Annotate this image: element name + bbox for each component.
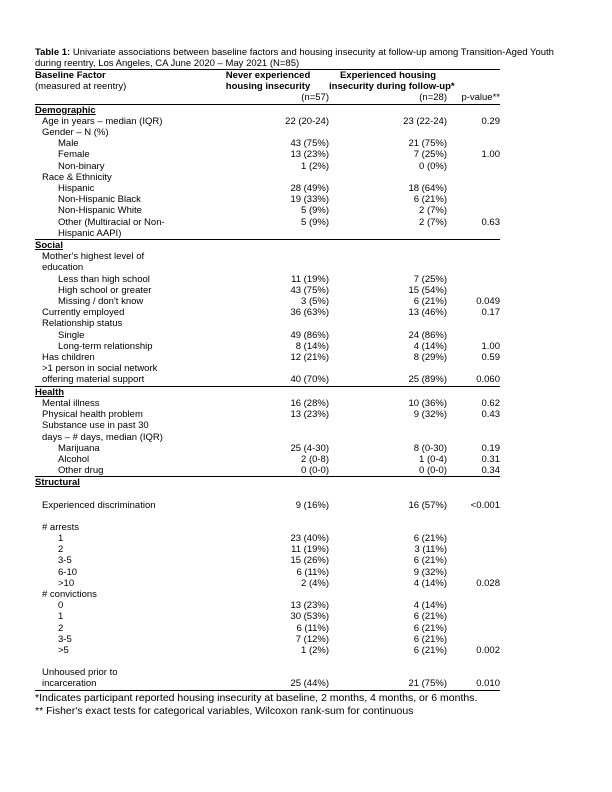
table-row [35, 285, 500, 296]
p-value [447, 567, 500, 578]
experienced-value: 7 (25%) [413, 149, 447, 161]
row-label: Marijuana [58, 442, 100, 454]
experienced-value: 0 (0%) [419, 160, 447, 172]
experienced-value: 6 (21%) [413, 633, 447, 645]
never-value [207, 420, 329, 431]
p-value [447, 127, 500, 138]
p-value [447, 251, 500, 262]
p-value: 0.002 [476, 644, 500, 656]
never-value: 43 (75%) [290, 284, 329, 296]
table-row [35, 432, 500, 443]
p-value [447, 533, 500, 544]
table-row [35, 374, 500, 386]
row-label: Alcohol [58, 453, 90, 465]
p-value: 0.62 [481, 397, 500, 409]
experienced-value: 9 (32%) [413, 566, 447, 578]
p-value [447, 205, 500, 216]
p-value: 0.43 [481, 409, 500, 421]
table-row [35, 217, 500, 228]
p-value [447, 172, 500, 183]
never-value: 0 (0-0) [207, 465, 329, 477]
table-row [35, 318, 500, 329]
p-value [447, 522, 500, 533]
table-header-row-2 [35, 81, 500, 92]
never-value: 28 (49%) [290, 183, 329, 195]
experienced-value: 10 (36%) [408, 397, 447, 409]
p-value [447, 138, 500, 149]
p-value [447, 228, 500, 240]
section-label: Health [35, 386, 65, 398]
row-label: education [42, 262, 84, 274]
p-value [447, 623, 500, 634]
table-row [35, 544, 500, 555]
experienced-value: 21 (75%) [408, 138, 447, 150]
experienced-value: 8 (0-30) [413, 442, 447, 454]
never-value [207, 522, 329, 533]
never-value: 2 (4%) [301, 577, 329, 589]
p-value [447, 285, 500, 296]
experienced-value [329, 363, 447, 374]
row-label: High school or greater [58, 284, 152, 296]
table-row [35, 251, 500, 262]
footnote-2: ** Fisher's exact tests for categorical variables, Wilcoxon rank-sum for continuous [35, 704, 414, 717]
experienced-value: 4 (14%) [413, 340, 447, 352]
header-empty [35, 92, 207, 104]
experienced-value: 9 (32%) [413, 409, 447, 421]
section-label: Social [35, 240, 63, 252]
never-value: 13 (23%) [290, 409, 329, 421]
table-row [35, 262, 500, 273]
table-row [35, 296, 500, 307]
p-value: 0.59 [481, 352, 500, 364]
p-value [447, 194, 500, 205]
experienced-value: 6 (21%) [413, 296, 447, 308]
never-value: 13 (23%) [290, 600, 329, 612]
row-label: 6-10 [58, 566, 78, 578]
experienced-value: 6 (21%) [413, 555, 447, 567]
experienced-value: 6 (21%) [413, 644, 447, 656]
table-row [35, 667, 500, 678]
p-value [447, 667, 500, 678]
experienced-value: 18 (64%) [408, 183, 447, 195]
row-label: Other drug [35, 465, 207, 477]
experienced-value [329, 251, 447, 262]
row-label: Mother's highest level of [42, 251, 145, 263]
never-value: 9 (16%) [295, 499, 329, 511]
p-value [447, 555, 500, 566]
p-value: 0.049 [476, 296, 500, 308]
table-header-row-1 [35, 70, 500, 82]
table-row [35, 330, 500, 341]
p-value [447, 634, 500, 645]
experienced-value [329, 589, 447, 600]
table-row [35, 127, 500, 138]
table-row [35, 183, 500, 194]
never-value: 43 (75%) [290, 138, 329, 150]
table-row [35, 363, 500, 374]
table-row [35, 205, 500, 216]
never-value: 3 (5%) [301, 296, 329, 308]
row-label: Physical health problem [42, 409, 143, 421]
never-value: 11 (19%) [291, 273, 329, 285]
experienced-value [329, 172, 447, 183]
never-value [207, 432, 329, 443]
table-row [35, 611, 500, 622]
p-value [447, 274, 500, 285]
table-row [35, 522, 500, 533]
p-value [447, 589, 500, 600]
never-value [207, 228, 329, 240]
never-value: 23 (40%) [290, 532, 329, 544]
never-value: 25 (44%) [207, 678, 329, 690]
table-row [35, 589, 500, 600]
table-row [35, 274, 500, 285]
experienced-value: 7 (25%) [413, 273, 447, 285]
row-label: Missing / don't know [58, 296, 144, 308]
p-value [447, 183, 500, 194]
row-label: 3-5 [58, 555, 72, 567]
table-row [35, 500, 500, 511]
table-caption-label: Table 1: [35, 47, 71, 58]
row-label: Male [58, 138, 79, 150]
p-value [447, 161, 500, 172]
never-value: 15 (26%) [290, 555, 329, 567]
row-label: 0 [58, 600, 64, 612]
row-label: Race & Ethnicity [42, 171, 112, 183]
never-value: 2 (0-8) [301, 453, 329, 465]
experienced-value [329, 228, 447, 240]
section-row [35, 386, 500, 398]
table-row [35, 398, 500, 409]
never-value [207, 667, 329, 678]
table-row [35, 645, 500, 656]
never-value: 11 (19%) [291, 544, 329, 556]
never-value: 8 (14%) [295, 340, 329, 352]
row-label: Non-binary [58, 160, 105, 172]
spacer-cell [35, 511, 500, 522]
experienced-value: 0 (0-0) [329, 465, 447, 477]
row-label: Gender – N (%) [42, 127, 109, 139]
never-value: 13 (23%) [290, 149, 329, 161]
row-label: Long-term relationship [58, 340, 153, 352]
table-row [35, 149, 500, 160]
table-row [35, 555, 500, 566]
never-value: 30 (53%) [290, 611, 329, 623]
row-label: incarceration [35, 678, 207, 690]
experienced-value: 6 (21%) [413, 532, 447, 544]
header-exp-line1: Experienced housing [329, 70, 447, 82]
experienced-value [329, 127, 447, 138]
experienced-value [329, 522, 447, 533]
p-value: 0.19 [481, 442, 500, 454]
p-value [447, 432, 500, 443]
experienced-value: 25 (89%) [329, 374, 447, 386]
never-value: 25 (4-30) [290, 442, 329, 454]
experienced-value [329, 432, 447, 443]
never-value: 19 (33%) [290, 194, 329, 206]
table-row [35, 678, 500, 690]
table-row [35, 634, 500, 645]
row-label: # convictions [42, 588, 97, 600]
never-value [207, 318, 329, 329]
footnotes [35, 692, 573, 718]
p-value: 1.00 [481, 340, 500, 352]
never-value: 16 (28%) [290, 397, 329, 409]
experienced-value: 21 (75%) [329, 678, 447, 690]
never-value [207, 262, 329, 273]
table-row [35, 161, 500, 172]
spacer-cell [35, 489, 500, 500]
experienced-value: 2 (7%) [419, 216, 447, 228]
table-row [35, 172, 500, 183]
row-label: >5 [58, 644, 69, 656]
p-value [447, 544, 500, 555]
experienced-value: 8 (29%) [413, 352, 447, 364]
section-label: Demographic [35, 104, 96, 116]
table-row [35, 228, 500, 240]
header-never-line1: Never experienced [207, 70, 329, 82]
table-row [35, 454, 500, 465]
experienced-value [329, 667, 447, 678]
p-value: 0.34 [447, 465, 500, 477]
row-label: Has children [42, 352, 95, 364]
experienced-value: 16 (57%) [408, 499, 447, 511]
p-value [447, 318, 500, 329]
row-label: Non-Hispanic Black [58, 194, 141, 206]
never-value [207, 363, 329, 374]
header-never-n: (n=57) [207, 92, 329, 104]
never-value: 40 (70%) [207, 374, 329, 386]
p-value: 1.00 [481, 149, 500, 161]
never-value: 6 (11%) [296, 566, 329, 578]
p-value [447, 600, 500, 611]
never-value: 22 (20-24) [285, 115, 329, 127]
row-label: Currently employed [42, 307, 125, 319]
table-caption [35, 47, 573, 69]
never-value: 36 (63%) [290, 307, 329, 319]
never-value: 49 (86%) [290, 329, 329, 341]
document-page [35, 47, 573, 718]
table-body [35, 104, 500, 690]
row-label: offering material support [35, 374, 207, 386]
table-caption-text: Univariate associations between baseline factors and housing insecurity at follow-up among Transition-Aged Youth during reentry, Los Angeles, CA June 2020 – May 2021 (N=85) [35, 47, 554, 69]
experienced-value [329, 318, 447, 329]
p-value [447, 262, 500, 273]
table-row [35, 341, 500, 352]
table-row [35, 465, 500, 477]
table-row [35, 533, 500, 544]
row-label: 1 [58, 532, 64, 544]
row-label: Age in years – median (IQR) [42, 115, 163, 127]
row-label: Experienced discrimination [42, 499, 156, 511]
experienced-value: 15 (54%) [408, 284, 447, 296]
p-value: 0.63 [481, 216, 500, 228]
section-label: Structural [35, 477, 80, 489]
table-row [35, 409, 500, 420]
spacer-row [35, 489, 500, 500]
never-value: 6 (11%) [296, 622, 329, 634]
header-baseline-factor: Baseline Factor [35, 70, 207, 82]
p-value: <0.001 [470, 499, 500, 511]
never-value: 1 (2%) [301, 160, 329, 172]
row-label: >1 person in social network [42, 363, 158, 375]
table-row [35, 600, 500, 611]
row-label: # arrests [42, 521, 79, 533]
p-value: 0.29 [481, 115, 500, 127]
p-value [447, 363, 500, 374]
never-value [207, 251, 329, 262]
experienced-value: 4 (14%) [413, 577, 447, 589]
p-value [447, 420, 500, 431]
never-value: 12 (21%) [290, 352, 329, 364]
p-value: 0.17 [481, 307, 500, 319]
never-value: 5 (9%) [301, 205, 329, 217]
never-value [207, 127, 329, 138]
header-exp-n: (n=28) [329, 92, 447, 104]
header-never-line2: housing insecurity [225, 81, 311, 93]
p-value: 0.010 [447, 678, 500, 690]
section-row [35, 240, 500, 252]
row-label: Female [58, 149, 90, 161]
section-row [35, 477, 500, 489]
spacer-row [35, 656, 500, 667]
table-header-row-3 [35, 92, 500, 104]
experienced-value: 2 (7%) [419, 205, 447, 217]
p-value: 0.060 [447, 374, 500, 386]
experienced-value: 13 (46%) [408, 307, 447, 319]
row-label: Mental illness [42, 397, 100, 409]
experienced-value: 6 (21%) [413, 194, 447, 206]
row-label: Relationship status [42, 318, 123, 330]
experienced-value [329, 420, 447, 431]
table-row [35, 307, 500, 318]
p-value [447, 611, 500, 622]
header-exp-line2: insecurity during follow-up* [329, 81, 455, 93]
never-value: 1 (2%) [301, 644, 329, 656]
row-label: Single [58, 329, 85, 341]
table-row [35, 567, 500, 578]
experienced-value [329, 262, 447, 273]
experienced-value: 1 (0-4) [419, 453, 447, 465]
row-label: 2 [58, 544, 64, 556]
experienced-value: 24 (86%) [408, 329, 447, 341]
table-row [35, 194, 500, 205]
footnote-1: *Indicates participant reported housing insecurity at baseline, 2 months, 4 months, or 6 months. [35, 691, 478, 704]
row-label: 2 [58, 622, 64, 634]
experienced-value: 23 (22-24) [403, 115, 447, 127]
table-row [35, 623, 500, 634]
header-measured-at-reentry: (measured at reentry) [35, 81, 127, 93]
section-row [35, 104, 500, 116]
row-label: >10 [58, 577, 75, 589]
row-label: Other (Multiracial or Non- [58, 216, 165, 228]
row-label: Non-Hispanic White [58, 205, 142, 217]
experienced-value: 6 (21%) [413, 611, 447, 623]
table-row [35, 116, 500, 127]
table-row [35, 138, 500, 149]
row-label: Less than high school [58, 273, 150, 285]
p-value: 0.028 [476, 577, 500, 589]
table-row [35, 420, 500, 431]
spacer-row [35, 511, 500, 522]
p-value [447, 330, 500, 341]
row-label: Hispanic [58, 183, 95, 195]
p-value: 0.31 [481, 453, 500, 465]
row-label: Unhoused prior to [42, 667, 118, 679]
table-row [35, 443, 500, 454]
row-label: 1 [58, 611, 64, 623]
results-table [35, 69, 500, 691]
never-value: 5 (9%) [301, 216, 329, 228]
spacer-cell [35, 656, 500, 667]
experienced-value: 3 (11%) [414, 544, 447, 556]
row-label: 3-5 [58, 633, 72, 645]
table-row [35, 352, 500, 363]
never-value [207, 172, 329, 183]
row-label: Hispanic AAPI) [35, 228, 207, 240]
header-empty [447, 70, 500, 82]
never-value [207, 589, 329, 600]
never-value: 7 (12%) [295, 633, 329, 645]
row-label: Substance use in past 30 [42, 420, 149, 432]
table-row [35, 578, 500, 589]
row-label: days – # days, median (IQR) [42, 431, 163, 443]
experienced-value: 4 (14%) [413, 600, 447, 612]
header-p-value: p-value** [447, 92, 500, 104]
experienced-value: 6 (21%) [413, 622, 447, 634]
